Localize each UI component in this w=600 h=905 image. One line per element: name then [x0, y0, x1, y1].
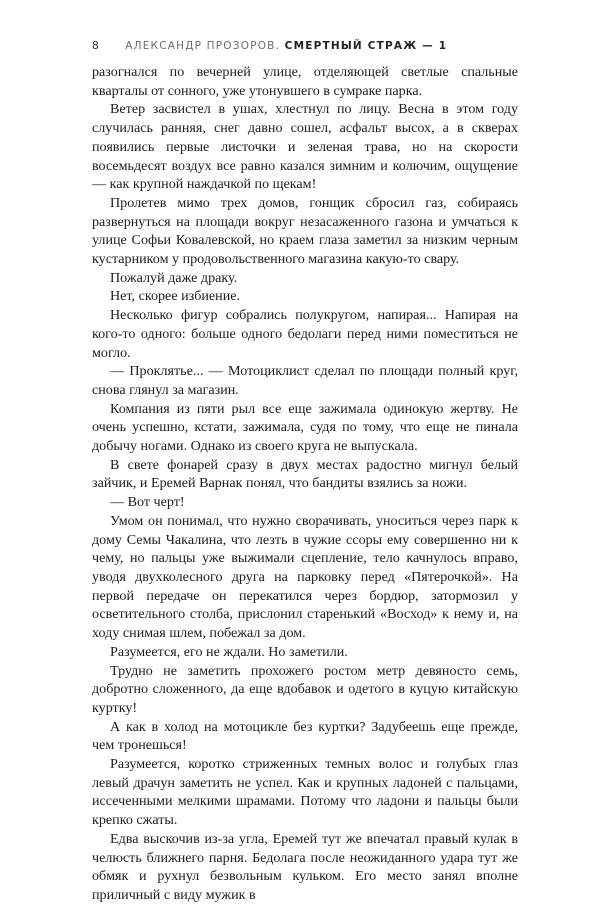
book-title: СМЕРТНЫЙ СТРАЖ — 1: [284, 40, 448, 52]
paragraph: Разумеется, коротко стриженных темных волос и голубых глаз левый драчун заметить не успел. Как и крупных ладоней с пальцами, иссеченными мелкими шрамами. Потому что ладони и пальцы были крепко сжаты.: [92, 756, 518, 829]
paragraph: Несколько фигур собрались полукругом, напирая... Напирая на кого-то одного: больше одного бедолаги перед ними поместиться не могло.: [92, 307, 518, 361]
paragraph: Пожалуй даже драку.: [110, 269, 238, 286]
paragraph: Трудно не заметить прохожего ростом метр девяносто семь, добротно сложенного, да еще вдобавок и одетого в куцую китайскую куртку!: [92, 662, 518, 716]
paragraph-continuation: разогнался по вечерней улице, отделяющей светлые спальные кварталы от сонного, уже утонувшего в сумраке парка.: [92, 64, 518, 99]
dialogue-line: — Проклятье... — Мотоциклист сделал по площади полный круг, снова глянул за магазин.: [92, 363, 518, 398]
paragraph: Едва выскочив из-за угла, Еремей тут же впечатал правый кулак в челюсть ближнего парня. Бедолага после неожиданного удара тут же обмяк и рухнул безвольным кульком. Его место занял вполне приличный с виду мужик в: [92, 830, 518, 903]
author-name: АЛЕКСАНДР ПРОЗОРОВ.: [125, 40, 281, 52]
paragraph: В свете фонарей сразу в двух местах радостно мигнул белый зайчик, и Еремей Варнак понял, что бандиты взялись за ножи.: [92, 456, 518, 492]
paragraph: Компания из пяти рыл все еще зажимала одинокую жертву. Не очень успешно, кстати, зажимала, судя по тому, что еще не пинала добычу ногами. Однако из своего круга не выпускала.: [92, 400, 518, 455]
body-text: [92, 63, 518, 905]
paragraph: Умом он понимал, что нужно сворачивать, уноситься через парк к дому Семы Чакалина, что лезть в чужие ссоры ему совершенно ни к чему, но пальцы уже выжимали сцепление, тело качнулось вправо, уводя двухколесного друга на парковку перед «Пятерочкой». На первой передаче он перекатился через бордюр, затормозил у осветительного столба, прислонил старенький «Восход» к нему и, на ходу снимая шлем, побежал за дом.: [92, 512, 518, 642]
dialogue-line: — Вот черт!: [110, 494, 185, 511]
paragraph: Ветер засвистел в ушах, хлестнул по лицу. Весна в этом году случилась ранняя, снег давно сошел, асфальт высох, а в скверах появились первые листочки и зеленая трава, но на скорости восемьдесят воздух все равно казался зимним и колючим, ощущение — как крупной наждачкой по щекам!: [92, 101, 518, 193]
paragraph: А как в холод на мотоцикле без куртки? Задубеешь еще прежде, чем тронешься!: [92, 718, 518, 754]
running-header: [92, 40, 522, 56]
paragraph: Разумеется, его не ждали. Но заметили.: [110, 643, 348, 660]
page-number: 8: [92, 40, 99, 52]
paragraph: Нет, скорее избиение.: [110, 288, 241, 305]
paragraph: Пролетев мимо трех домов, гонщик сбросил газ, собираясь развернуться на площади вокруг незасаженного газона и умчаться к улице Софьи Ковалевской, но краем глаза заметил за низким черным кустарником у продовольственного магазина какую-то свару.: [92, 194, 518, 268]
